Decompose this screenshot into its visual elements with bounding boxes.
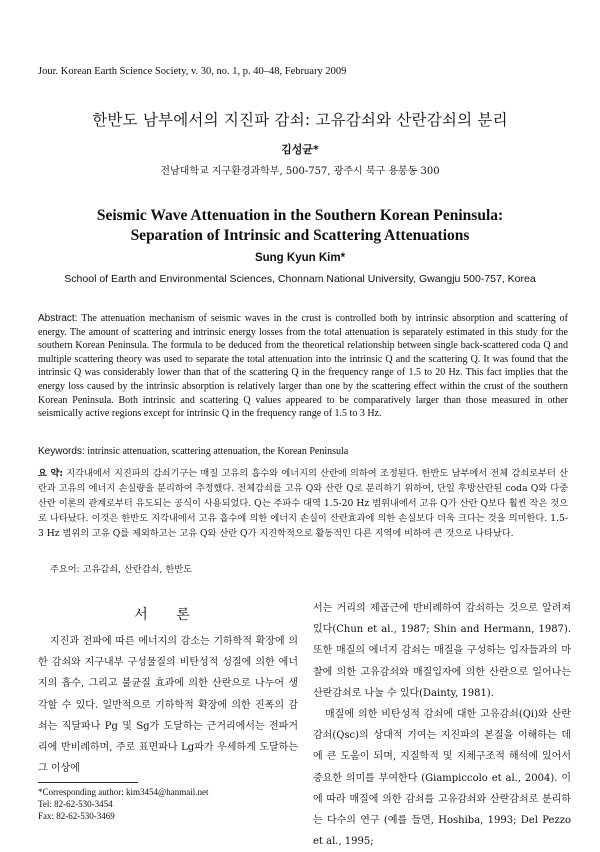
english-title bbox=[0, 206, 600, 246]
abstract bbox=[38, 312, 568, 421]
english-affiliation: School of Earth and Environmental Sciences, Chonnam National University, Gwangju 500-757, Korea bbox=[64, 273, 536, 285]
intro-right-column bbox=[313, 598, 571, 852]
intro-paragraph-2: 서는 거리의 제곱근에 반비례하여 감쇠하는 것으로 알려져 있다(Chun et al., 1987; Shin and Hermann, 1987). 또한 매질의 에너지 감쇠는 매질을 구성하는 입자들과의 마찰에 의한 고유감쇠와 매질입자에 의한 산란으로 일어나는 산란감쇠로 나눌 수 있다(Dainty, 1981). bbox=[313, 603, 571, 699]
keywords bbox=[38, 446, 568, 457]
english-author: Sung Kyun Kim* bbox=[254, 252, 346, 264]
footnote bbox=[38, 786, 298, 822]
english-title-line-1: Seismic Wave Attenuation in the Southern Korean Peninsula: bbox=[96, 207, 504, 224]
intro-paragraph-1: 지진과 전파에 따른 에너지의 감소는 기하학적 확장에 의한 감쇠와 지구내부 구성물질의 비탄성적 성질에 의한 에너지의 흡수, 그리고 불균질 효과에 의한 산란으로 나누어 생각할 수 있다. 일반적으로 기하학적 확장에 의한 진폭의 감쇠는 직달파나 Pg 및 Sg가 도달하는 근거리에서는 전파거리에 반비례하며, 주로 표면파나 Lg파가 우세하게 도달하는 그 이상에 bbox=[38, 636, 298, 775]
abstract-text: The attenuation mechanism of seismic waves in the crust is controlled both by intrinsic absorption and scattering of energy. The amount of scattering and intrinsic energy losses from the total attenuation is separately estimated in this study for the southern Korean Peninsula. The formula to be deduced from the theoretical relationship between single back-scattered coda Q and multiple scattering theory was used to separate the total attenuation into the intrinsic Q and the scattering Q. It was found that the intrinsic Q was considerably lower than that of the scattering Q in the frequency range of 1.5 to 20 Hz. This fact implies that the energy loss caused by the intrinsic absorption is relatively larger than one by the scattering effect within the crust of the southern Korean Peninsula. Both intrinsic and scattering Q values appeared to be comparatively larger than those measured in other seismically active regions except for intrinsic Q in the frequency range of 1.5 to 3 Hz. bbox=[38, 313, 569, 420]
korean-keywords bbox=[50, 561, 570, 575]
intro-left-column bbox=[38, 631, 298, 779]
english-title-line-2: Separation of Intrinsic and Scattering Attenuations bbox=[130, 227, 470, 244]
intro-paragraph-3: 매질에 의한 비탄성적 감쇠에 대한 고유감쇠(Qi)와 산란감쇠(Qsc)의 상대적 기여는 지진파의 본질을 이해하는 데에 큰 도움이 되며, 지질학적 및 지체구조적 해석에 있어서 중요한 의미를 부여한다 (Giampiccolo et al., 2004). 이에 따라 매질에 의한 감쇠를 고유감쇠와 산란감쇠로 분리하는 다수의 연구 (예를 들면, Hoshiba, 1993; Del Pezzo et al., 1995; bbox=[313, 709, 571, 848]
journal-reference: Jour. Korean Earth Science Society, v. 30, no. 1, p. 40–48, February 2009 bbox=[38, 66, 347, 77]
korean-abstract-label: 요 약: bbox=[38, 468, 63, 479]
keywords-label: Keywords: bbox=[38, 446, 85, 457]
footnote-divider bbox=[38, 782, 138, 783]
footnote-tel: Tel: 82-62-530-3454 bbox=[38, 799, 113, 809]
korean-keywords-label: 주요어: bbox=[50, 564, 80, 575]
korean-title: 한반도 남부에서의 지진파 감쇠: 고유감쇠와 산란감쇠의 분리 bbox=[92, 111, 508, 129]
footnote-corresponding-author: *Corresponding author: kim3454@hanmail.net bbox=[38, 787, 209, 797]
korean-keywords-text: 고유감쇠, 산란감쇠, 한반도 bbox=[82, 564, 192, 575]
korean-abstract-text: 지각내에서 지진파의 감쇠기구는 매질 고유의 흡수와 에너지의 산란에 의하여 조정된다. 한반도 남부에서 전체 감쇠로부터 산란과 고유의 에너지 손실량을 분리하여 추정했다. 전체감쇠를 고유 Q와 산란 Q로 분리하기 위하여, 단일 후방산란된 coda Q와 다중산란 이론의 관계로부터 유도되는 공식이 사용되었다. Q는 주파수 대역 1.5-20 Hz 범위내에서 고유 Q가 산란 Q보다 훨씬 작은 것으로 나타났다. 이것은 한반도 지각내에서 고유 흡수에 의한 에너지 손실이 산란효과에 의한 손실보다 더욱 크다는 것을 의미한다. 1.5-3 Hz 범위의 고유 Q를 제외하고는 고유 Q와 산란 Q가 지진학적으로 활동적인 다른 지역에 비하여 큰 것으로 나타났다. bbox=[38, 468, 568, 539]
abstract-label: Abstract: bbox=[38, 313, 78, 324]
korean-affiliation: 전남대학교 지구환경과학부, 500-757, 광주시 북구 용봉동 300 bbox=[160, 166, 440, 177]
footnote-fax: Fax: 82-62-530-3469 bbox=[38, 811, 115, 821]
korean-author: 김성균* bbox=[281, 143, 319, 156]
korean-abstract bbox=[38, 466, 568, 541]
keywords-text: intrinsic attenuation, scattering attenuation, the Korean Peninsula bbox=[87, 446, 349, 457]
section-title-introduction: 서 론 bbox=[134, 607, 202, 623]
